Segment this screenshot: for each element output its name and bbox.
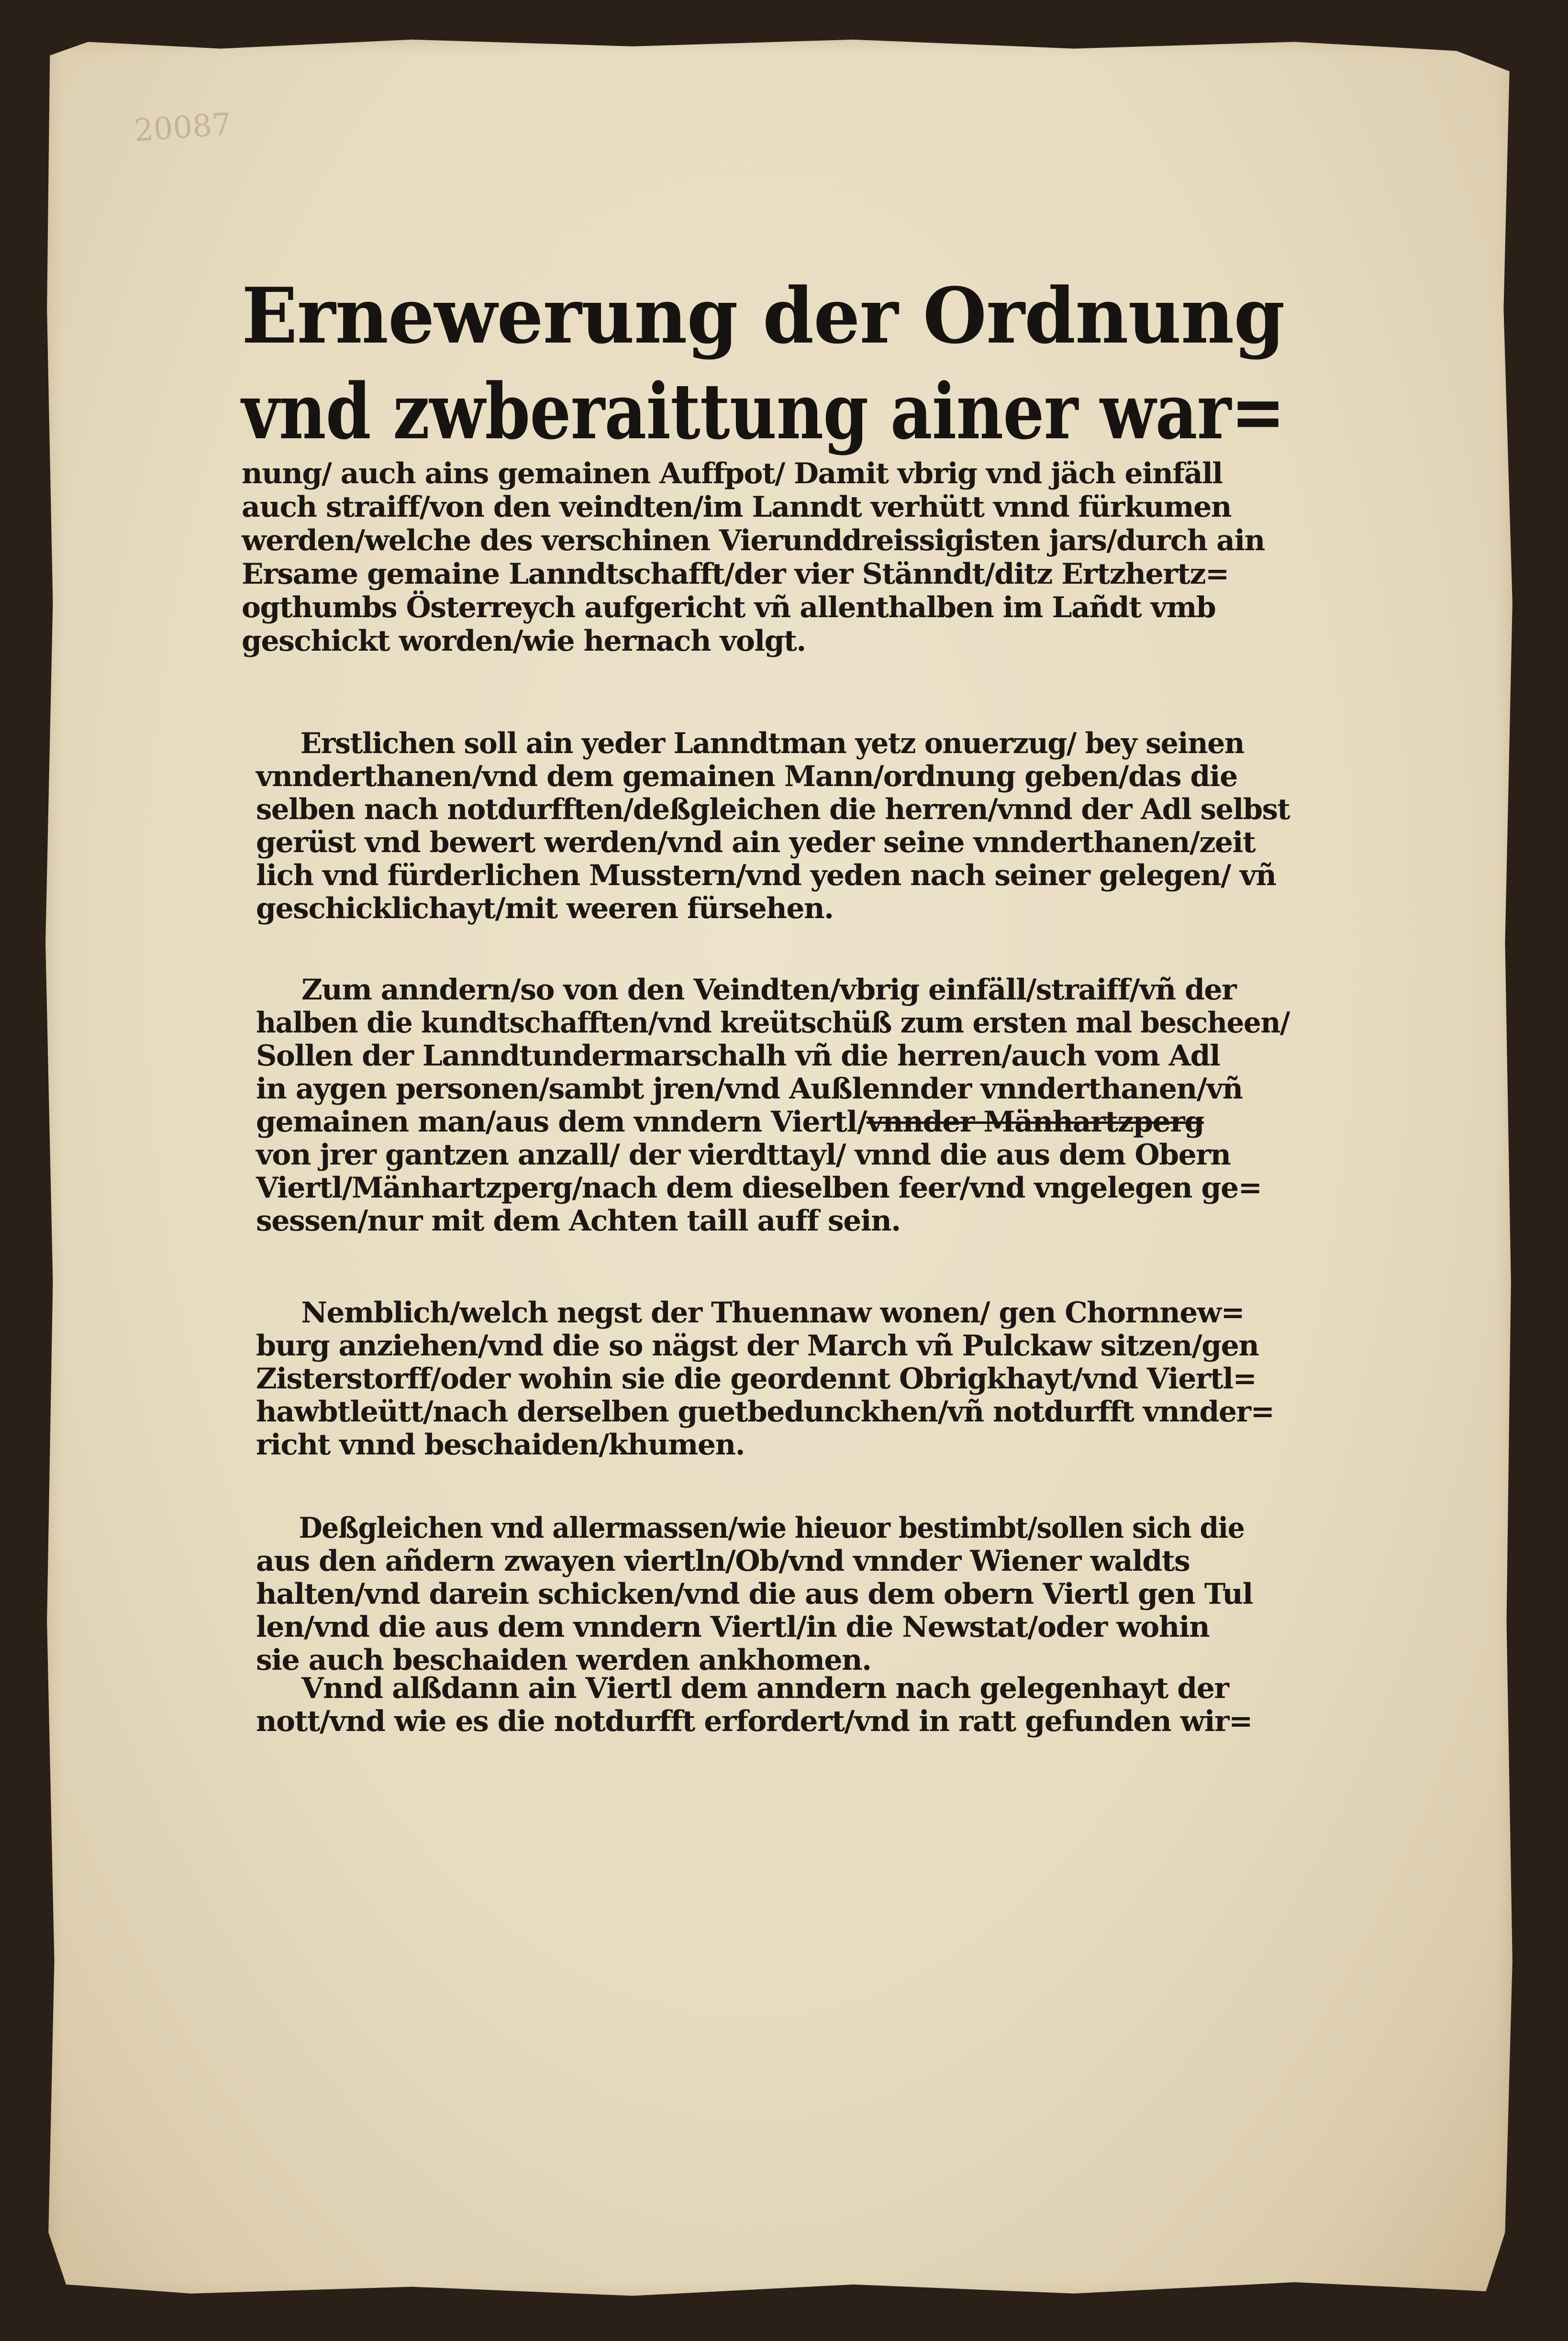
paragraph-line: len/vnd die aus dem vnndern Viertl/in die Newstat/oder wohin [256,1610,1210,1644]
intro-line: werden/welche des verschinen Vierunddreissigisten jars/durch ain [242,524,1265,557]
paragraph-line: lich vnd fürderlichen Musstern/vnd yeden nach seiner gelegen/ vñ [256,859,1276,892]
paragraph-line: Erstlichen soll ain yeder Lanndtman yetz onuerzug/ bey seinen [300,727,1244,760]
title-line-2: vnd zwberaittung ainer war= [242,366,1285,456]
paragraph-line: sie auch beschaiden werden ankhomen. [256,1643,871,1677]
intro-line: auch straiff/von den veindten/im Lanndt verhütt vnnd fürkumen [242,490,1231,524]
title-continuation [242,457,1285,658]
paragraph-desgleichen [256,1512,1290,1677]
paragraph-erstlichen [256,727,1290,925]
paragraph-line [256,1106,1290,1139]
paragraph-line: Nemblich/welch negst der Thuennaw wonen/ gen Chornnew= [301,1296,1245,1330]
paragraph-line: Sollen der Lanndtundermarschalh vñ die herren/auch vom Adl [256,1039,1220,1073]
paragraph-line: sessen/nur mit dem Achten taill auff sein. [256,1204,901,1238]
paragraph-line: geschicklichayt/mit weeren fürsehen. [256,892,834,925]
paragraph-line: Zisterstorff/oder wohin sie die geordennt Obrigkhayt/vnd Viertl= [256,1362,1257,1396]
paragraph-line: aus den añdern zwayen viertln/Ob/vnd vnnder Wiener waldts [256,1544,1190,1578]
paragraph-line: burg anziehen/vnd die so nägst der March vñ Pulckaw sitzen/gen [256,1329,1259,1363]
document-title [242,268,1285,459]
paragraph-line: Viertl/Mänhartzperg/nach dem dieselben feer/vnd vngelegen ge= [256,1171,1262,1205]
intro-line: Ersame gemaine Lanndtschafft/der vier Stänndt/ditz Ertzhertz= [242,557,1229,591]
intro-line: ogthumbs Österreych aufgericht vñ allenthalben im Lañdt vmb [242,591,1216,624]
paragraph-line: Deßgleichen vnd allermassen/wie hieuor bestimbt/sollen sich die [299,1511,1245,1545]
paragraph-line: halben die kundtschafften/vnd kreütschüß zum ersten mal bescheen/ [256,1006,1290,1040]
intro-line: nung/ auch ains gemainen Auffpot/ Damit vbrig vnd jäch einfäll [242,457,1223,490]
struck-text: vnnder Mänhartzperg [867,1105,1204,1139]
intro-line: geschickt worden/wie hernach volgt. [242,624,806,658]
catalog-mark: 20087 [133,106,233,149]
paragraph-line: halten/vnd darein schicken/vnd die aus dem obern Viertl gen Tul [256,1577,1253,1611]
paragraph-line: gerüst vnd bewert werden/vnd ain yeder seine vnnderthanen/zeit [256,826,1256,859]
paragraph-line: vnnderthanen/vnd dem gemainen Mann/ordnung geben/das die [256,760,1237,793]
paragraph-line: von jrer gantzen anzall/ der vierdttayl/ vnnd die aus dem Obern [256,1138,1231,1172]
paragraph-line: Vnnd alßdann ain Viertl dem anndern nach gelegenhayt der [301,1672,1229,1705]
paragraph-zum-anndern [256,974,1290,1238]
paragraph-line: in aygen personen/sambt jren/vnd Außlennder vnnderthanen/vñ [256,1072,1243,1106]
paragraph-line: nott/vnd wie es die notdurfft erfordert/vnd in ratt gefunden wir= [256,1705,1252,1738]
title-line-1: Ernewerung der Ordnung [242,271,1285,361]
paragraph-line-text: gemainen man/aus dem vnndern Viertl/ [256,1105,867,1139]
paragraph-line: Zum anndern/so von den Veindten/vbrig einfäll/straiff/vñ der [301,973,1236,1007]
paragraph-line: richt vnnd beschaiden/khumen. [256,1428,745,1462]
paragraph-line: hawbtleütt/nach derselben guetbedunckhen/vñ notdurfft vnnder= [256,1395,1274,1429]
paragraph-line: selben nach notdurfften/deßgleichen die herren/vnnd der Adl selbst [256,793,1290,826]
paragraph-nemblich [256,1297,1290,1462]
paragraph-vnnd-alsdann [256,1672,1290,1738]
